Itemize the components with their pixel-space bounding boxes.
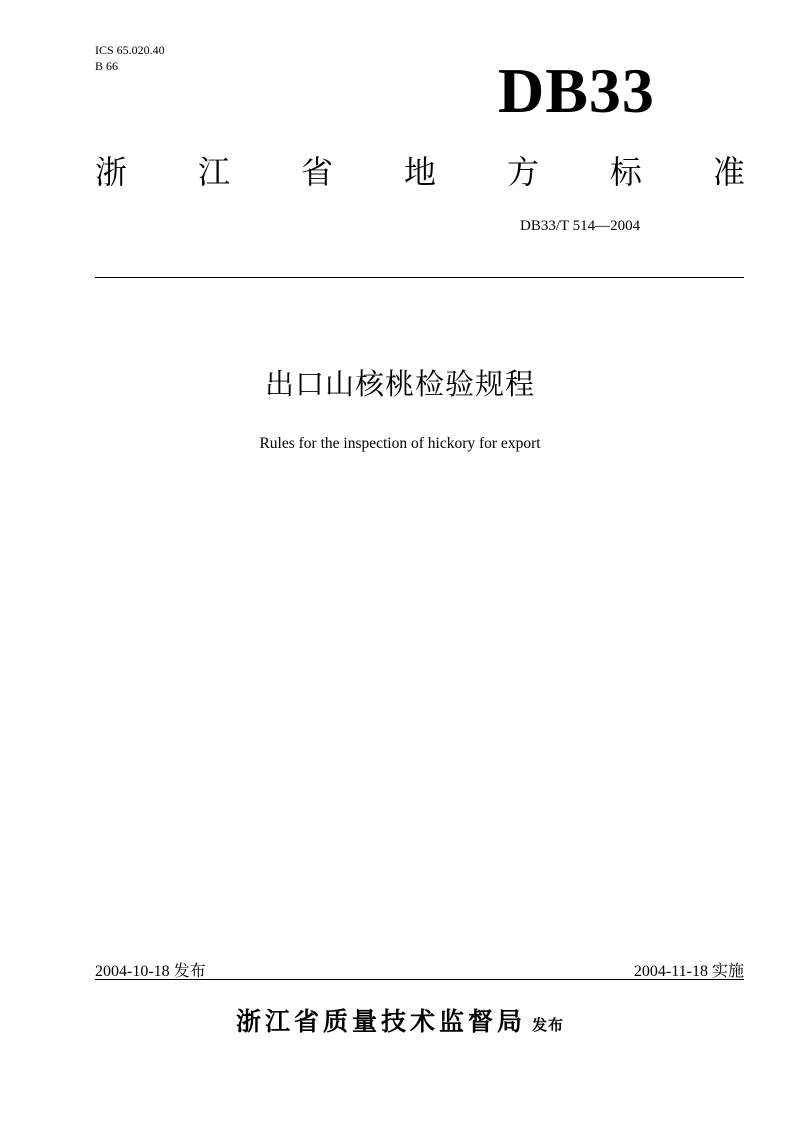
document-subtitle-en: Rules for the inspection of hickory for export (259, 435, 541, 452)
ics-code: ICS 65.020.40 (95, 43, 165, 57)
header-divider (95, 277, 744, 278)
issuer-line (0, 1002, 800, 1038)
issuer-name: 浙江省质量技术监督局 (235, 1007, 526, 1036)
standard-logo: DB33 (498, 55, 655, 126)
standard-type-char: 准 (712, 153, 745, 191)
standard-type-char: 地 (403, 153, 436, 191)
standard-type-char: 江 (197, 153, 230, 191)
standard-type-char: 标 (609, 153, 642, 191)
standard-type-char: 浙 (95, 153, 128, 191)
standard-type-title (95, 148, 745, 192)
document-title: 出口山核桃检验规程 (264, 367, 535, 401)
issue-date: 2004-10-18 发布 (95, 963, 206, 980)
standard-type-char: 省 (300, 153, 333, 191)
ccs-code: B 66 (95, 59, 119, 73)
footer-divider (95, 979, 744, 980)
implement-date: 2004-11-18 实施 (633, 963, 744, 980)
issuer-action: 发布 (532, 1016, 565, 1034)
standard-code: DB33/T 514—2004 (520, 218, 641, 234)
standard-type-char: 方 (506, 153, 539, 191)
